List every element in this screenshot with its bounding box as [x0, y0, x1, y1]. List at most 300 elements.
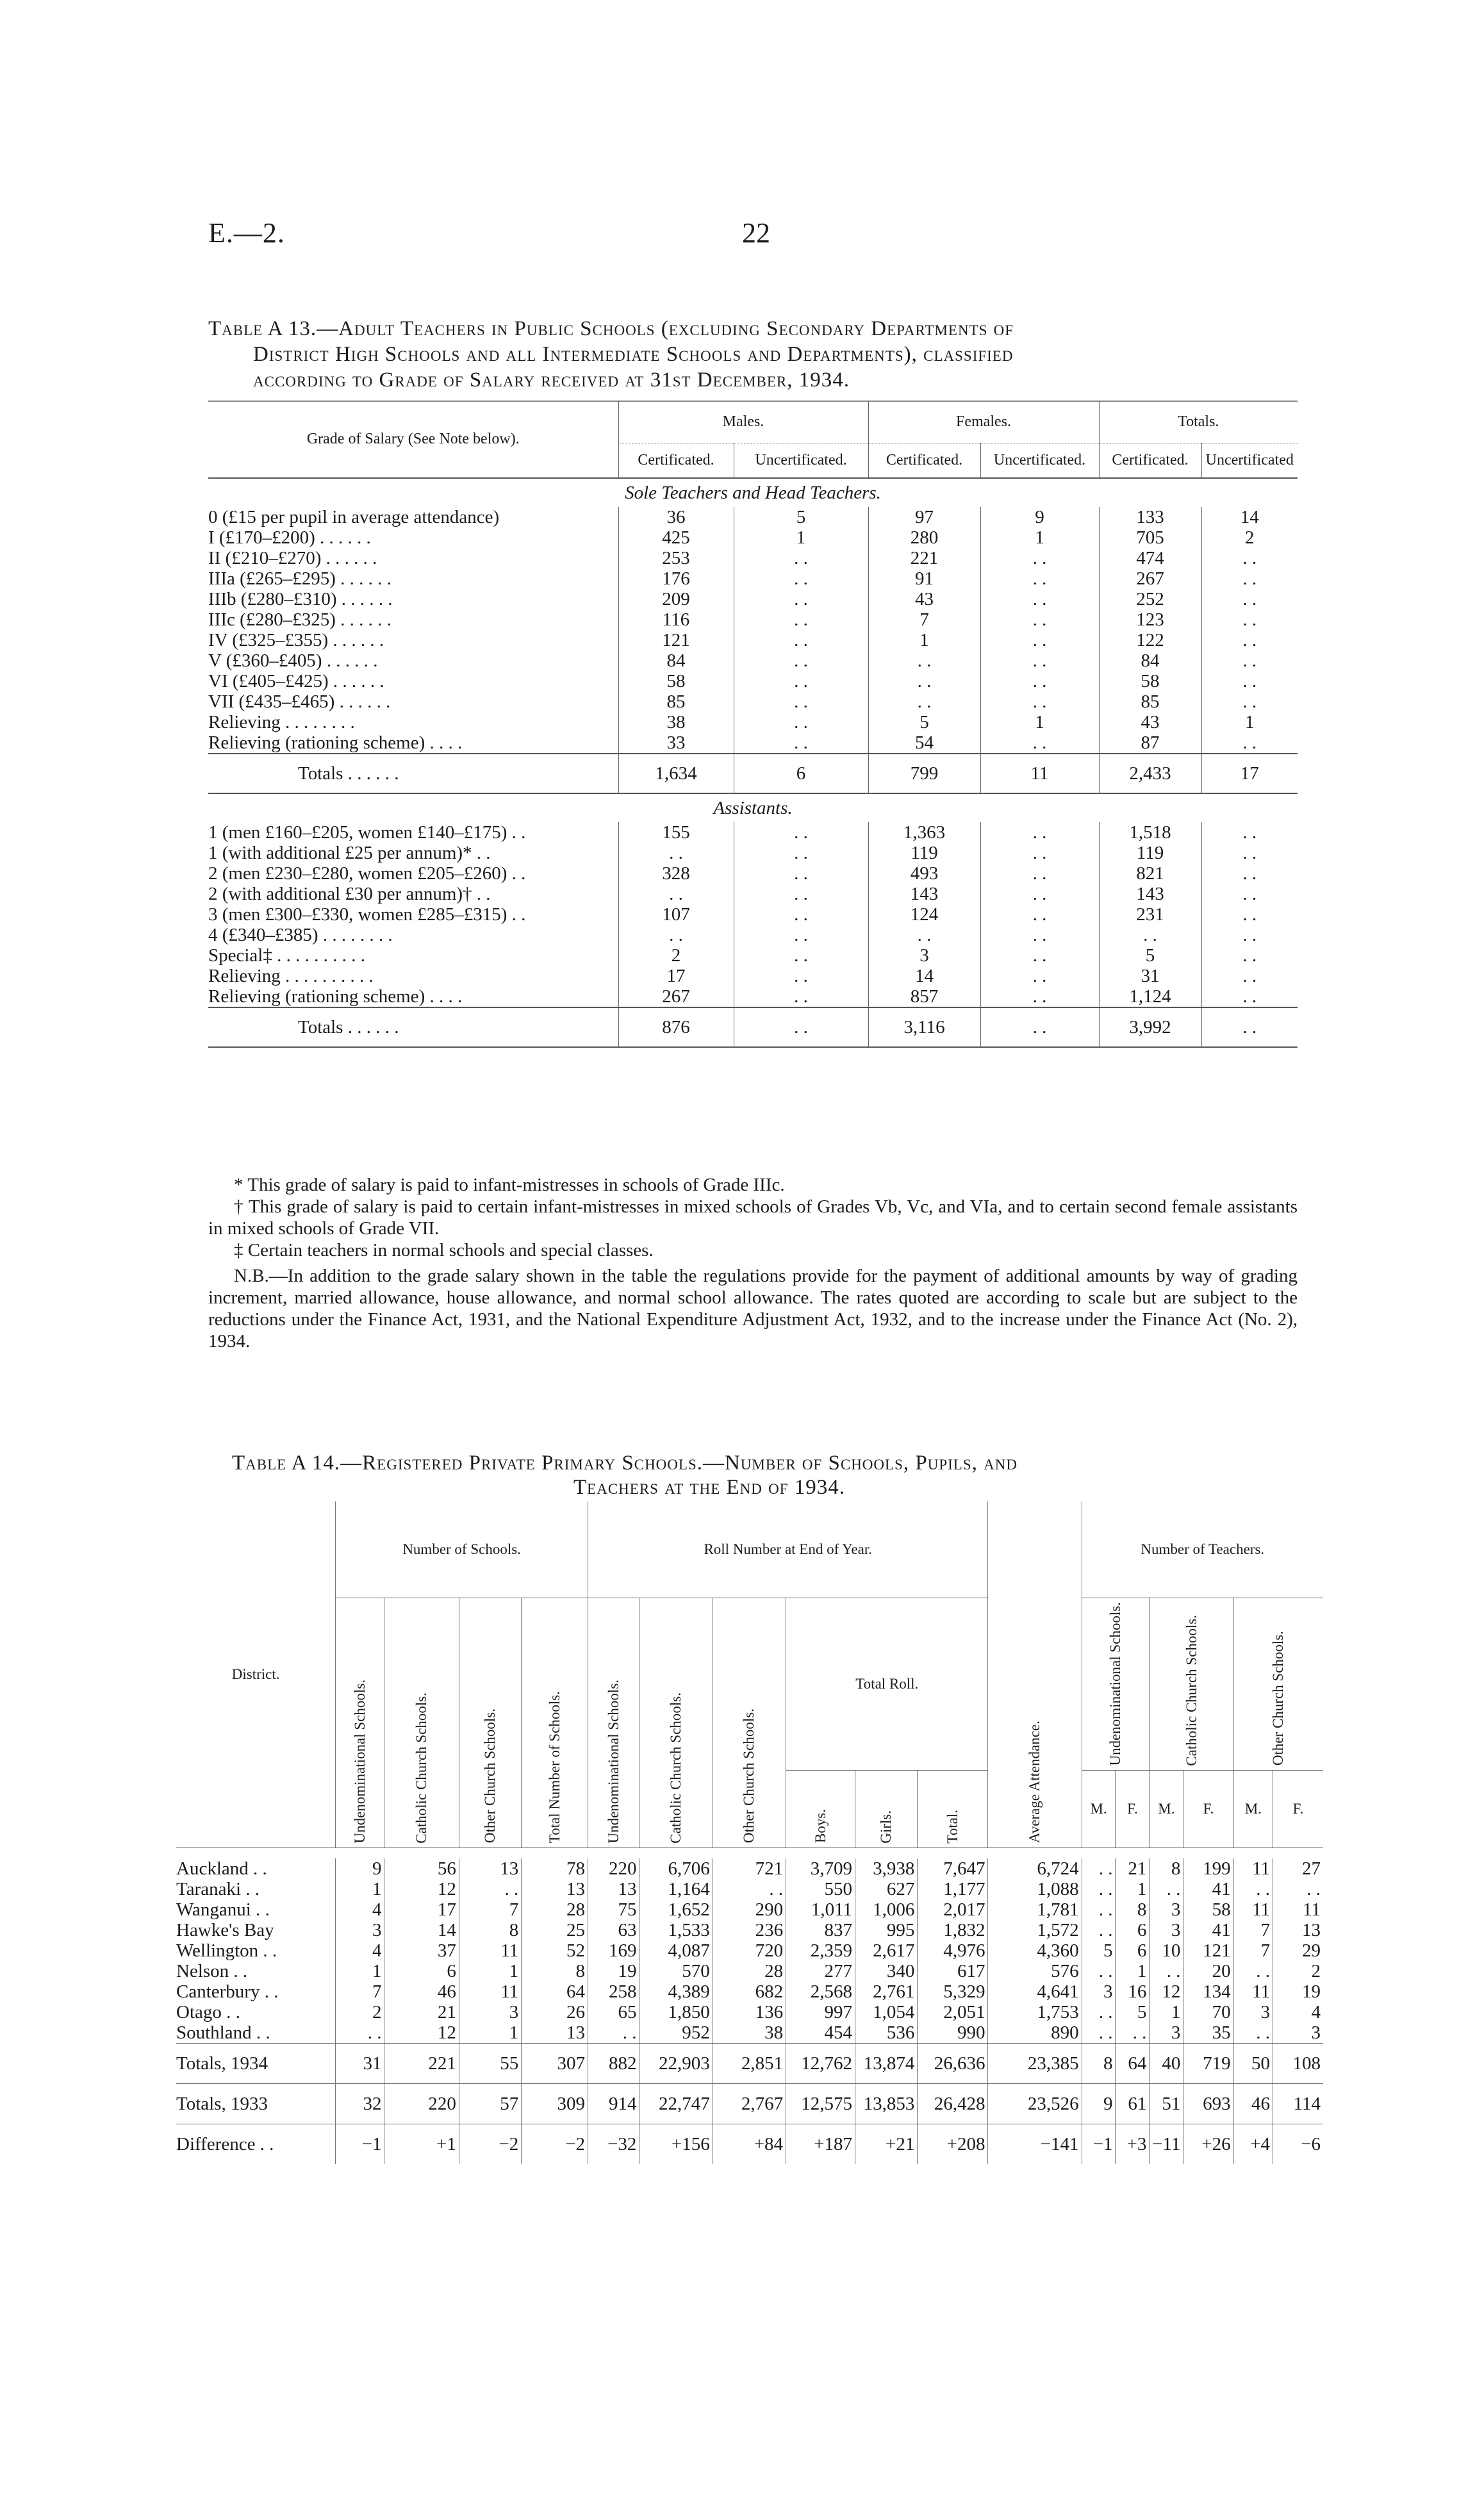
- page-code: E.—2.: [208, 217, 285, 249]
- cell-value: 236: [713, 1920, 786, 1940]
- cell-value: 720: [713, 1940, 786, 1961]
- table14-row: [176, 2043, 1323, 2083]
- cell-value: 1,781: [988, 1899, 1082, 1920]
- cell-value: . .: [734, 671, 868, 691]
- cell-value: 990: [918, 2022, 988, 2044]
- col-grade: Grade of Salary (See Note below).: [208, 401, 618, 478]
- cell-value: 176: [618, 568, 734, 589]
- row-label: IIIc (£280–£325) . . . . . .: [208, 609, 392, 630]
- cell-value: 37: [384, 1940, 459, 1961]
- table14: [176, 1501, 1323, 2164]
- cell-value: 1,054: [855, 2002, 918, 2022]
- col-other-f: F.: [1273, 1770, 1323, 1848]
- col-totals-cert: Certificated.: [1099, 443, 1201, 478]
- cell-value: 2,851: [713, 2043, 786, 2083]
- cell-value: . .: [1201, 945, 1298, 966]
- cell-value: +3: [1116, 2124, 1150, 2164]
- cell-value: . .: [618, 884, 734, 904]
- cell-value: 220: [588, 1858, 639, 1879]
- cell-value: . .: [588, 2022, 639, 2044]
- cell-value: . .: [1150, 1961, 1183, 1981]
- cell-value: . .: [980, 966, 1099, 986]
- cell-value: 493: [868, 863, 980, 884]
- section-title: Sole Teachers and Head Teachers.: [625, 483, 881, 503]
- cell-value: . .: [1082, 1920, 1116, 1940]
- cell-value: 1,832: [918, 1920, 988, 1940]
- cell-value: . .: [980, 691, 1099, 712]
- cell-value: . .: [980, 863, 1099, 884]
- cell-value: 155: [618, 822, 734, 843]
- cell-value: 4,641: [988, 1981, 1082, 2002]
- district-name: Totals, 1933: [176, 2083, 336, 2124]
- cell-value: 28: [522, 1899, 588, 1920]
- cell-value: 2,568: [786, 1981, 855, 2002]
- district-name: Otago . .: [176, 2001, 240, 2022]
- cell-value: . .: [980, 986, 1099, 1007]
- cell-value: 5: [1082, 1940, 1116, 1961]
- col-catholic-f: F.: [1183, 1770, 1233, 1848]
- cell-value: . .: [1099, 925, 1201, 945]
- cell-value: . .: [980, 904, 1099, 925]
- cell-value: 38: [713, 2022, 786, 2044]
- table13-row: [208, 822, 1298, 843]
- cell-value: 3,938: [855, 1858, 918, 1879]
- cell-value: 85: [618, 691, 734, 712]
- row-label: Special‡ . . . . . . . . . .: [208, 945, 365, 966]
- table14-row: [176, 1879, 1323, 1899]
- cell-value: 12: [384, 1879, 459, 1899]
- cell-value: 13: [522, 1879, 588, 1899]
- cell-value: 114: [1273, 2083, 1323, 2124]
- cell-value: 3,709: [786, 1858, 855, 1879]
- cell-value: 9: [1082, 2083, 1116, 2124]
- cell-value: 97: [868, 507, 980, 527]
- cell-value: 121: [1183, 1940, 1233, 1961]
- cell-value: . .: [1201, 925, 1298, 945]
- cell-value: 1: [1150, 2002, 1183, 2022]
- cell-value: 258: [588, 1981, 639, 2002]
- col-teachers-other: Other Church Schools.: [1233, 1598, 1323, 1771]
- cell-value: 56: [384, 1858, 459, 1879]
- col-girls: Girls.: [855, 1770, 918, 1848]
- cell-value: 121: [618, 630, 734, 650]
- cell-value: 7: [1233, 1940, 1273, 1961]
- col-teachers-catholic: Catholic Church Schools.: [1150, 1598, 1233, 1771]
- cell-value: 65: [588, 2002, 639, 2022]
- cell-value: 32: [336, 2083, 384, 2124]
- cell-value: . .: [618, 843, 734, 863]
- table14-spacer: [176, 1848, 1323, 1858]
- district-name: Difference . .: [176, 2124, 336, 2164]
- cell-value: 17: [618, 966, 734, 986]
- cell-value: +21: [855, 2124, 918, 2164]
- row-label: 1 (with additional £25 per annum)* . .: [208, 843, 491, 863]
- cell-value: 1,850: [639, 2002, 713, 2022]
- cell-value: 221: [384, 2043, 459, 2083]
- cell-value: . .: [734, 691, 868, 712]
- row-label: Relieving (rationing scheme) . . . .: [208, 732, 463, 753]
- table13-row: [208, 945, 1298, 966]
- cell-value: 134: [1183, 1981, 1233, 2002]
- cell-value: 61: [1116, 2083, 1150, 2124]
- cell-value: 143: [1099, 884, 1201, 904]
- cell-value: 108: [1273, 2043, 1323, 2083]
- note-nb: N.B.—In addition to the grade salary shown in the table the regulations provide for the payment of additional amounts by way of grading increment, married allowance, house allowance, and normal school allowance. The rates quoted are according to scale but are subject to the reductions under the Finance Act, 1931, and the National Expenditure Adjustment Act, 1932, and to the increase under the Finance Act (No. 2), 1934.: [208, 1266, 1298, 1352]
- cell-value: 280: [868, 527, 980, 548]
- cell-value: 19: [588, 1961, 639, 1981]
- cell-value: 13: [1273, 1920, 1323, 1940]
- district-name: Nelson . .: [176, 1960, 248, 1981]
- district-name: Totals, 1934: [176, 2043, 336, 2083]
- table13-row: [208, 650, 1298, 671]
- cell-value: 16: [1116, 1981, 1150, 2002]
- table13-row: [208, 754, 1298, 793]
- cell-value: 43: [868, 589, 980, 609]
- cell-value: 454: [786, 2022, 855, 2044]
- table14-title-2: Teachers at the End of 1934.: [573, 1476, 846, 1499]
- table14-row: [176, 2022, 1323, 2044]
- cell-value: 3: [1082, 1981, 1116, 2002]
- cell-value: . .: [980, 650, 1099, 671]
- table14-title-1: Table A 14.—Registered Private Primary Schools.—Number of Schools, Pupils, and: [232, 1451, 1018, 1475]
- cell-value: 1,363: [868, 822, 980, 843]
- cell-value: 58: [618, 671, 734, 691]
- cell-value: 14: [868, 966, 980, 986]
- cell-value: . .: [980, 609, 1099, 630]
- cell-value: 2,433: [1099, 754, 1201, 793]
- cell-value: 307: [522, 2043, 588, 2083]
- cell-value: 26,636: [918, 2043, 988, 2083]
- cell-value: . .: [868, 650, 980, 671]
- col-total-roll: Total.: [918, 1770, 988, 1848]
- table13: [208, 401, 1298, 1048]
- cell-value: . .: [1201, 691, 1298, 712]
- cell-value: 328: [618, 863, 734, 884]
- cell-value: . .: [1082, 2002, 1116, 2022]
- cell-value: 14: [384, 1920, 459, 1940]
- cell-value: 705: [1099, 527, 1201, 548]
- cell-value: 952: [639, 2022, 713, 2044]
- cell-value: 4,976: [918, 1940, 988, 1961]
- row-label: Relieving . . . . . . . .: [208, 712, 355, 732]
- cell-value: 31: [1099, 966, 1201, 986]
- cell-value: 12,762: [786, 2043, 855, 2083]
- cell-value: 11: [1273, 1899, 1323, 1920]
- cell-value: 199: [1183, 1858, 1233, 1879]
- row-label: 3 (men £300–£330, women £285–£315) . .: [208, 904, 526, 925]
- cell-value: 11: [1233, 1899, 1273, 1920]
- cell-value: 55: [459, 2043, 521, 2083]
- cell-value: . .: [734, 904, 868, 925]
- cell-value: . .: [1201, 986, 1298, 1007]
- section-title: Assistants.: [713, 798, 793, 818]
- cell-value: 837: [786, 1920, 855, 1940]
- cell-value: 2,767: [713, 2083, 786, 2124]
- cell-value: 3: [1233, 2002, 1273, 2022]
- page-number: 22: [742, 217, 770, 249]
- cell-value: . .: [734, 548, 868, 568]
- cell-value: . .: [1201, 843, 1298, 863]
- col-catholic-m: M.: [1150, 1770, 1183, 1848]
- col-undenom-f: F.: [1116, 1770, 1150, 1848]
- cell-value: 58: [1183, 1899, 1233, 1920]
- cell-value: 682: [713, 1981, 786, 2002]
- col-females: Females.: [868, 401, 1099, 443]
- cell-value: 4,389: [639, 1981, 713, 2002]
- cell-value: 3: [1150, 2022, 1183, 2044]
- row-label: 4 (£340–£385) . . . . . . . .: [208, 925, 393, 945]
- cell-value: 12: [384, 2022, 459, 2044]
- cell-value: . .: [734, 884, 868, 904]
- cell-value: +156: [639, 2124, 713, 2164]
- cell-value: 1,006: [855, 1899, 918, 1920]
- district-name: Wellington . .: [176, 1940, 277, 1961]
- cell-value: 20: [1183, 1961, 1233, 1981]
- cell-value: 209: [618, 589, 734, 609]
- row-label: Totals . . . . . .: [208, 1007, 618, 1047]
- cell-value: . .: [1082, 1899, 1116, 1920]
- cell-value: 11: [459, 1940, 521, 1961]
- cell-value: 550: [786, 1879, 855, 1899]
- cell-value: −1: [336, 2124, 384, 2164]
- cell-value: 13: [459, 1858, 521, 1879]
- cell-value: 75: [588, 1899, 639, 1920]
- cell-value: 6: [384, 1961, 459, 1981]
- cell-value: 5,329: [918, 1981, 988, 2002]
- cell-value: 1,652: [639, 1899, 713, 1920]
- cell-value: 2,359: [786, 1940, 855, 1961]
- table13-row: [208, 1007, 1298, 1047]
- row-label: VII (£435–£465) . . . . . .: [208, 691, 391, 712]
- table13-row: [208, 507, 1298, 527]
- cell-value: 2,761: [855, 1981, 918, 2002]
- cell-value: 425: [618, 527, 734, 548]
- cell-value: 5: [734, 507, 868, 527]
- table14-row: [176, 1961, 1323, 1981]
- cell-value: . .: [1201, 630, 1298, 650]
- cell-value: 2: [1273, 1961, 1323, 1981]
- cell-value: 7: [1233, 1920, 1273, 1940]
- cell-value: 43: [1099, 712, 1201, 732]
- cell-value: 7: [336, 1981, 384, 2002]
- cell-value: . .: [980, 732, 1099, 754]
- row-label: II (£210–£270) . . . . . .: [208, 548, 377, 568]
- cell-value: 3,116: [868, 1007, 980, 1047]
- cell-value: 2,017: [918, 1899, 988, 1920]
- cell-value: . .: [1201, 822, 1298, 843]
- cell-value: . .: [734, 732, 868, 754]
- cell-value: 890: [988, 2022, 1082, 2044]
- cell-value: 5: [868, 712, 980, 732]
- cell-value: 1,634: [618, 754, 734, 793]
- cell-value: 57: [459, 2083, 521, 2124]
- cell-value: . .: [1201, 671, 1298, 691]
- cell-value: 26: [522, 2002, 588, 2022]
- grp-roll-number: Roll Number at End of Year.: [588, 1501, 988, 1598]
- cell-value: 2: [618, 945, 734, 966]
- row-label: IIIb (£280–£310) . . . . . .: [208, 589, 393, 609]
- cell-value: . .: [734, 986, 868, 1007]
- cell-value: 13,853: [855, 2083, 918, 2124]
- cell-value: 721: [713, 1858, 786, 1879]
- cell-value: −141: [988, 2124, 1082, 2164]
- cell-value: . .: [980, 589, 1099, 609]
- cell-value: 231: [1099, 904, 1201, 925]
- cell-value: 9: [980, 507, 1099, 527]
- cell-value: 63: [588, 1920, 639, 1940]
- cell-value: . .: [980, 822, 1099, 843]
- col-catholic-roll: Catholic Church Schools.: [639, 1598, 713, 1848]
- table13-title-2: District High Schools and all Intermediate Schools and Departments), classified: [253, 343, 1014, 366]
- cell-value: 31: [336, 2043, 384, 2083]
- col-teachers-undenom: Undenominational Schools.: [1082, 1598, 1150, 1771]
- cell-value: . .: [1201, 1007, 1298, 1047]
- cell-value: 3: [1273, 2022, 1323, 2044]
- col-females-uncert: Uncertificated.: [980, 443, 1099, 478]
- cell-value: 1: [980, 527, 1099, 548]
- cell-value: . .: [734, 925, 868, 945]
- cell-value: . .: [1201, 548, 1298, 568]
- cell-value: 28: [713, 1961, 786, 1981]
- row-label: Relieving (rationing scheme) . . . .: [208, 986, 463, 1007]
- table14-row: [176, 2002, 1323, 2022]
- cell-value: . .: [868, 671, 980, 691]
- cell-value: +4: [1233, 2124, 1273, 2164]
- district-name: Wanganui . .: [176, 1899, 270, 1920]
- cell-value: −1: [1082, 2124, 1116, 2164]
- cell-value: 5: [1116, 2002, 1150, 2022]
- table13-title-1: Table A 13.—Adult Teachers in Public Schools (excluding Secondary Departments of: [208, 317, 1014, 340]
- cell-value: . .: [1201, 609, 1298, 630]
- cell-value: 133: [1099, 507, 1201, 527]
- table14-row: [176, 1940, 1323, 1961]
- cell-value: 253: [618, 548, 734, 568]
- cell-value: 85: [1099, 691, 1201, 712]
- row-label: 1 (men £160–£205, women £140–£175) . .: [208, 822, 526, 843]
- cell-value: 857: [868, 986, 980, 1007]
- cell-value: 21: [384, 2002, 459, 2022]
- cell-value: 1: [459, 2022, 521, 2044]
- cell-value: 627: [855, 1879, 918, 1899]
- cell-value: 252: [1099, 589, 1201, 609]
- cell-value: 11: [1233, 1981, 1273, 2002]
- cell-value: 1,572: [988, 1920, 1082, 1940]
- cell-value: 3: [336, 1920, 384, 1940]
- table13-row: [208, 712, 1298, 732]
- table13-section-row: [208, 793, 1298, 822]
- cell-value: . .: [336, 2022, 384, 2044]
- cell-value: 4: [336, 1940, 384, 1961]
- cell-value: 35: [1183, 2022, 1233, 2044]
- cell-value: . .: [1082, 1858, 1116, 1879]
- cell-value: 1,011: [786, 1899, 855, 1920]
- cell-value: 11: [980, 754, 1099, 793]
- cell-value: 997: [786, 2002, 855, 2022]
- cell-value: 1: [1116, 1961, 1150, 1981]
- cell-value: 13: [522, 2022, 588, 2044]
- cell-value: 1: [734, 527, 868, 548]
- cell-value: . .: [980, 671, 1099, 691]
- cell-value: 84: [1099, 650, 1201, 671]
- table13-row: [208, 925, 1298, 945]
- cell-value: 267: [1099, 568, 1201, 589]
- cell-value: 474: [1099, 548, 1201, 568]
- cell-value: . .: [734, 712, 868, 732]
- cell-value: . .: [980, 568, 1099, 589]
- cell-value: 1,164: [639, 1879, 713, 1899]
- col-average-attendance: Average Attendance.: [988, 1501, 1082, 1848]
- cell-value: 51: [1150, 2083, 1183, 2124]
- cell-value: 3: [459, 2002, 521, 2022]
- row-label: Totals . . . . . .: [208, 754, 618, 793]
- table13-row: [208, 630, 1298, 650]
- cell-value: 799: [868, 754, 980, 793]
- cell-value: 290: [713, 1899, 786, 1920]
- cell-value: 50: [1233, 2043, 1273, 2083]
- cell-value: 1,533: [639, 1920, 713, 1940]
- cell-value: +26: [1183, 2124, 1233, 2164]
- cell-value: +1: [384, 2124, 459, 2164]
- cell-value: 2,617: [855, 1940, 918, 1961]
- cell-value: 221: [868, 548, 980, 568]
- table13-row: [208, 966, 1298, 986]
- col-other-schools: Other Church Schools.: [459, 1598, 521, 1848]
- cell-value: 23,526: [988, 2083, 1082, 2124]
- cell-value: 29: [1273, 1940, 1323, 1961]
- cell-value: −2: [459, 2124, 521, 2164]
- col-males: Males.: [618, 401, 868, 443]
- row-label: 2 (with additional £30 per annum)† . .: [208, 884, 491, 904]
- table13-row: [208, 548, 1298, 568]
- cell-value: 8: [522, 1961, 588, 1981]
- cell-value: . .: [713, 1879, 786, 1899]
- row-label: I (£170–£200) . . . . . .: [208, 527, 371, 548]
- cell-value: . .: [868, 691, 980, 712]
- cell-value: 1,088: [988, 1879, 1082, 1899]
- table13-row: [208, 843, 1298, 863]
- cell-value: . .: [980, 945, 1099, 966]
- cell-value: 169: [588, 1940, 639, 1961]
- cell-value: −32: [588, 2124, 639, 2164]
- cell-value: 1,753: [988, 2002, 1082, 2022]
- cell-value: 6: [1116, 1940, 1150, 1961]
- note-dagger: † This grade of salary is paid to certain infant-mistresses in mixed schools of Grades Vb, Vc, and VIa, and to certain second female assistants in mixed schools of Grade VII.: [208, 1196, 1298, 1239]
- table14-row: [176, 2083, 1323, 2124]
- cell-value: 14: [1201, 507, 1298, 527]
- district-name: Hawke's Bay: [176, 1919, 274, 1940]
- cell-value: 9: [336, 1858, 384, 1879]
- cell-value: 13: [588, 1879, 639, 1899]
- table13-section-row: [208, 478, 1298, 507]
- row-label: Relieving . . . . . . . . . .: [208, 966, 374, 986]
- cell-value: 8: [1116, 1899, 1150, 1920]
- cell-value: 4,360: [988, 1940, 1082, 1961]
- col-total-schools: Total Number of Schools.: [522, 1598, 588, 1848]
- cell-value: . .: [734, 568, 868, 589]
- district-name: Southland . .: [176, 2022, 270, 2043]
- cell-value: 64: [1116, 2043, 1150, 2083]
- cell-value: 7: [868, 609, 980, 630]
- cell-value: 46: [384, 1981, 459, 2002]
- cell-value: . .: [734, 863, 868, 884]
- col-totals: Totals.: [1099, 401, 1298, 443]
- cell-value: 17: [1201, 754, 1298, 793]
- cell-value: 11: [459, 1981, 521, 2002]
- note-double-dagger: ‡ Certain teachers in normal schools and special classes.: [234, 1240, 654, 1261]
- cell-value: 12,575: [786, 2083, 855, 2124]
- cell-value: 119: [868, 843, 980, 863]
- row-label: VI (£405–£425) . . . . . .: [208, 671, 384, 691]
